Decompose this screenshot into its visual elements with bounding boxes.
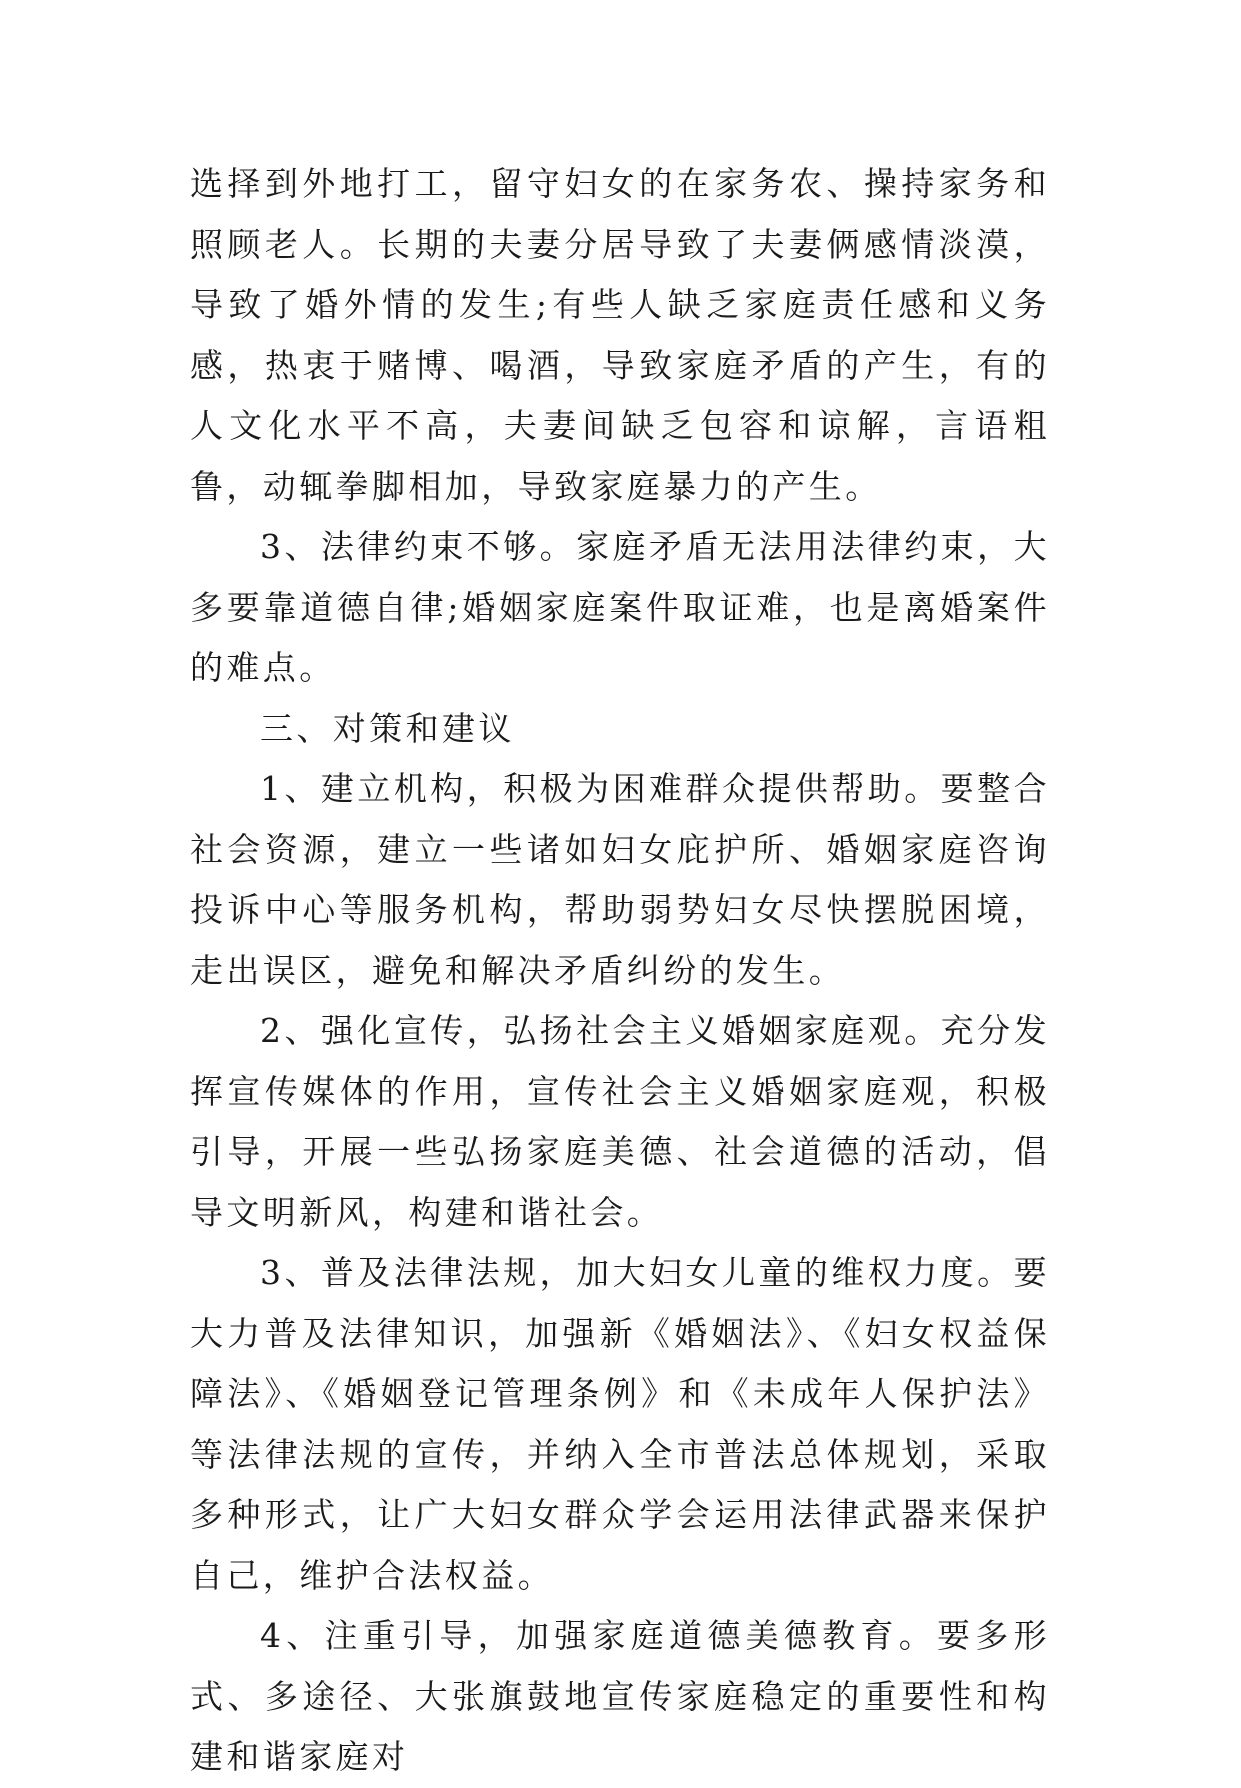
- document-body: [190, 154, 1050, 1788]
- section-heading-countermeasures: 三、对策和建议: [260, 708, 515, 748]
- paragraph-continuation-causes: 选择到外地打工，留守妇女的在家务农、操持家务和照顾老人。长期的夫妻分居导致了夫妻俩感情淡漠，导致了婚外情的发生;有些人缺乏家庭责任感和义务感，热衷于赌博、喝酒，导致家庭矛盾的产生，有的人文化水平不高，夫妻间缺乏包容和谅解，言语粗鲁，动辄拳脚相加，导致家庭暴力的产生。: [190, 164, 1050, 506]
- paragraph-strengthen-publicity: 2、强化宣传，弘扬社会主义婚姻家庭观。充分发挥宣传媒体的作用，宣传社会主义婚姻家庭观，积极引导，开展一些弘扬家庭美德、社会道德的活动，倡导文明新风，构建和谐社会。: [190, 1011, 1050, 1232]
- paragraph-legal-constraints: 3、法律约束不够。家庭矛盾无法用法律约束，大多要靠道德自律;婚姻家庭案件取证难，也是离婚案件的难点。: [190, 527, 1050, 687]
- paragraph-establish-institutions: 1、建立机构，积极为困难群众提供帮助。要整合社会资源，建立一些诸如妇女庇护所、婚姻家庭咨询投诉中心等服务机构，帮助弱势妇女尽快摆脱困境，走出误区，避免和解决矛盾纠纷的发生。: [190, 769, 1050, 990]
- paragraph-popularize-laws: 3、普及法律法规，加大妇女儿童的维权力度。要大力普及法律知识，加强新《婚姻法》、《妇女权益保障法》、《婚姻登记管理条例》和《未成年人保护法》等法律法规的宣传，并纳入全市普法总体规划，采取多种形式，让广大妇女群众学会运用法律武器来保护自己，维护合法权益。: [190, 1253, 1050, 1595]
- paragraph-moral-education: 4、注重引导，加强家庭道德美德教育。要多形式、多途径、大张旗鼓地宣传家庭稳定的重要性和构建和谐家庭对: [190, 1616, 1050, 1776]
